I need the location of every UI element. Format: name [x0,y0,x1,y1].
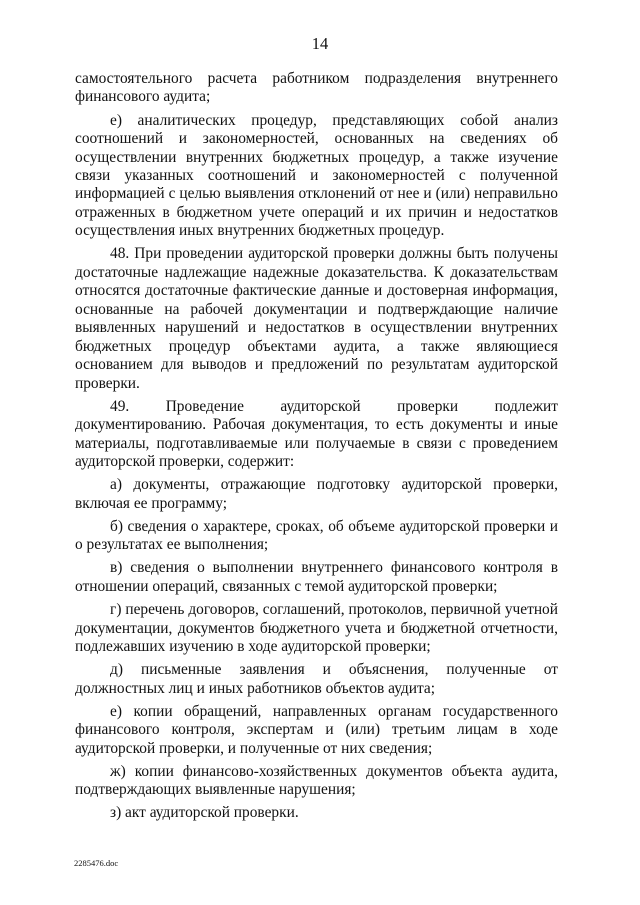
page-number: 14 [311,34,329,53]
footer-file-name: 2285476.doc [74,858,119,868]
paragraph-item-e-copies: е) копии обращений, направленных органам государственного финансового контроля, экспертам и (или) третьим лицам в ходе аудиторской проверки, и полученные от них сведения; [75,702,558,757]
paragraph-item-z: з) акт аудиторской проверки. [110,804,299,822]
paragraph-48: 48. При проведении аудиторской проверки должны быть получены достаточные надлежащие надежные доказательства. К доказательствам относятся достаточные фактические данные и достоверная информация, основанные на рабочей документации и подтверждающие наличие выявленных нарушений и недостатков в осуществлении внутренних бюджетных процедур объектами аудита, а также являющиеся основанием для выводов и предложений по результатам аудиторской проверки. [75,245,558,392]
paragraph-item-a: а) документы, отражающие подготовку аудиторской проверки, включая ее программу; [75,476,558,512]
paragraph-continuation: самостоятельного расчета работником подразделения внутреннего финансового аудита; [75,70,558,106]
paragraph-item-d: д) письменные заявления и объяснения, полученные от должностных лиц и иных работников объектов аудита; [75,661,558,697]
paragraph-item-zh: ж) копии финансово-хозяйственных документов объекта аудита, подтверждающих выявленные нарушения; [75,762,558,799]
paragraph-item-e-analytical: е) аналитических процедур, представляющих собой анализ соотношений и закономерностей, основанных на сведениях об осуществлении внутренних бюджетных процедур, а также изучение связи указанных соотношений и закономерностей с полученной информацией с целью выявления отклонений от нее и (или) неправильно отраженных в бюджетном учете операций и их причин и недостатков осуществления иных внутренних бюджетных процедур. [75,111,558,240]
paragraph-49: 49. Проведение аудиторской проверки подлежит документированию. Рабочая документация, то есть документы и иные материалы, подготавливаемые или получаемые в связи с проведением аудиторской проверки, содержит: [75,397,558,471]
paragraph-item-g: г) перечень договоров, соглашений, протоколов, первичной учетной документации, документов бюджетного учета и бюджетной отчетности, подлежавших изучению в ходе аудиторской проверки; [75,601,558,655]
paragraph-item-v: в) сведения о выполнении внутреннего финансового контроля в отношении операций, связанных с темой аудиторской проверки; [75,559,558,595]
paragraph-item-b: б) сведения о характере, сроках, об объеме аудиторской проверки и о результатах ее выполнения; [75,517,558,554]
document-body [75,70,558,823]
